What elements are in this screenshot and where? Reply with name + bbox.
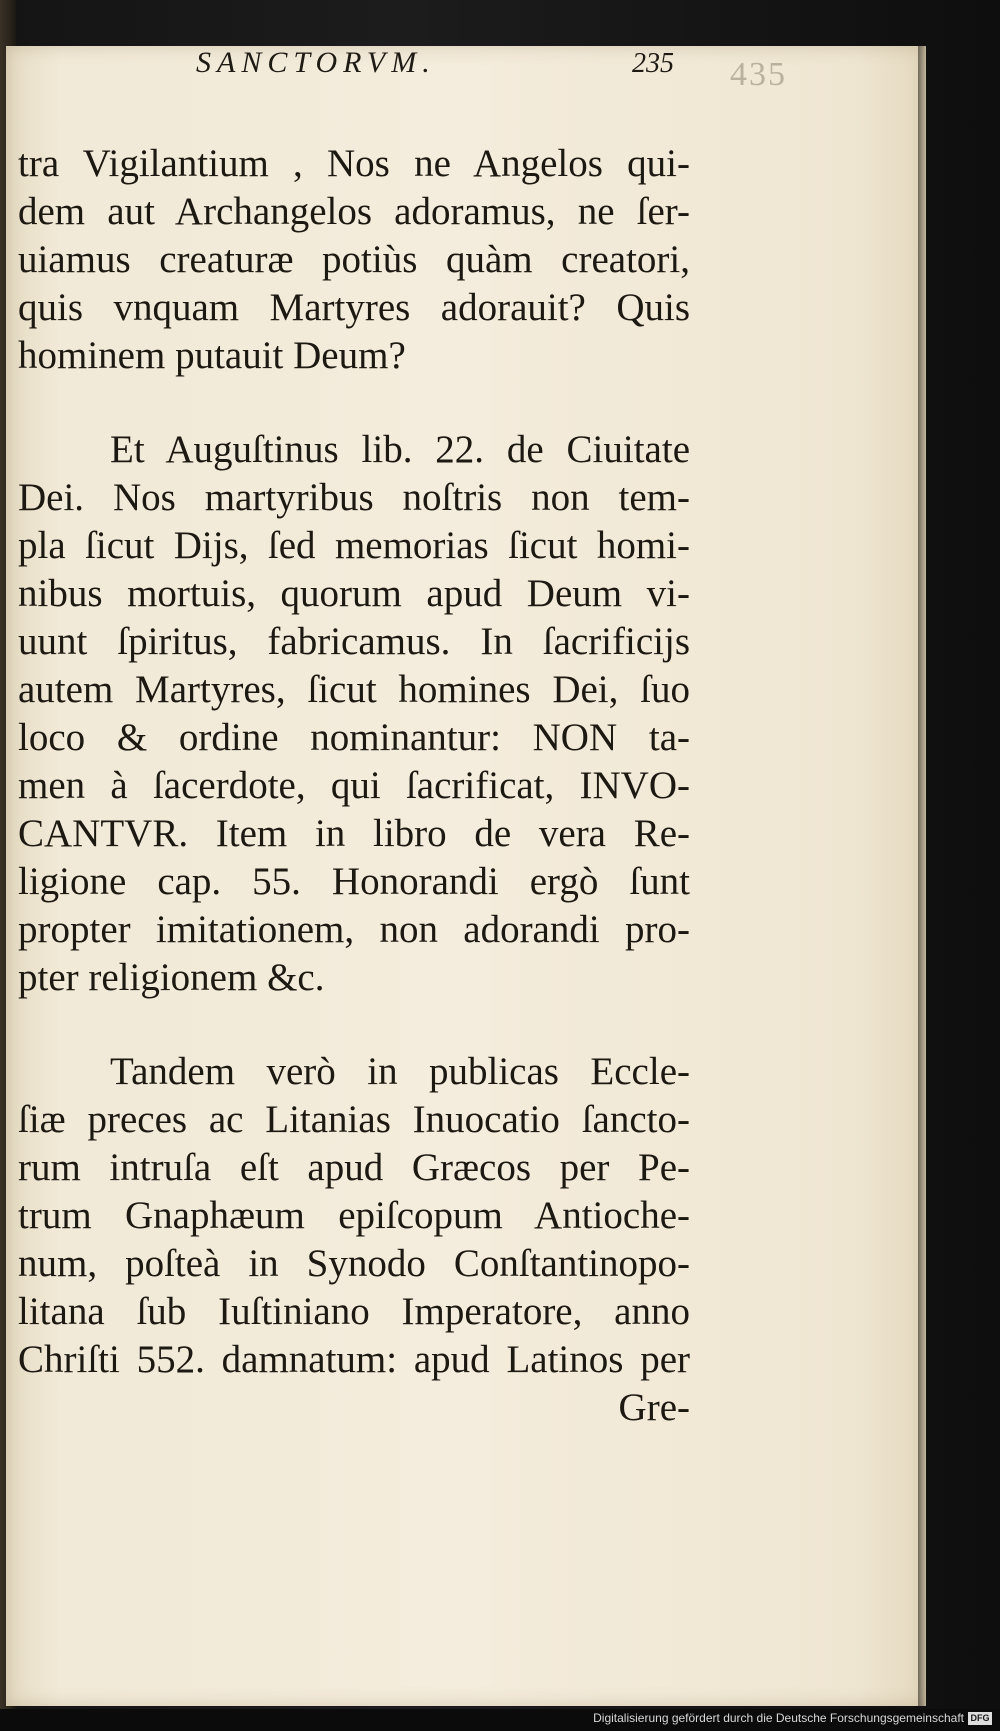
paragraph-3 — [18, 1048, 690, 1384]
text-line: uiamus creaturæ potiùs quàm creatori, — [18, 238, 690, 281]
pencil-annotation: 435 — [730, 56, 787, 93]
paragraph-gap — [18, 380, 690, 426]
text-line: Et Auguſtinus lib. 22. de Ciuitate — [110, 428, 690, 471]
text-line: pla ſicut Dijs, ſed memorias ſicut homi- — [18, 524, 690, 567]
text-line: ſiæ preces ac Litanias Inuocatio ſancto- — [18, 1098, 690, 1141]
page-number: 235 — [632, 48, 674, 79]
text-line: CANTVR. Item in libro de vera Re- — [18, 812, 690, 855]
text-line: hominem putauit Deum? — [18, 334, 406, 377]
text-line: tra Vigilantium , Nos ne Angelos qui- — [18, 142, 690, 185]
dfg-logo-icon: DFG — [968, 1712, 992, 1725]
text-line: quis vnquam Martyres adorauit? Quis — [18, 286, 690, 329]
text-line: rum intruſa eſt apud Græcos per Pe- — [18, 1146, 690, 1189]
page-edge-shadow — [918, 46, 928, 1706]
text-line: autem Martyres, ſicut homines Dei, ſuo — [18, 668, 690, 711]
catchword: Gre- — [618, 1386, 690, 1429]
funding-credit: Digitalisierung gefördert durch die Deutsche Forschungsgemeinschaft — [593, 1711, 964, 1725]
text-line: num, poſteà in Synodo Conſtantinopo- — [18, 1242, 690, 1285]
text-line: trum Gnaphæum epiſcopum Antioche- — [18, 1194, 690, 1237]
text-line: Chriſti 552. damnatum: apud Latinos per — [18, 1338, 690, 1381]
text-line: loco & ordine nominantur: NON ta- — [18, 716, 690, 759]
text-line: pter religionem &c. — [18, 956, 325, 999]
text-line: men à ſacerdote, qui ſacrificat, INVO- — [18, 764, 690, 807]
body-text — [18, 140, 690, 1432]
text-line: litana ſub Iuſtiniano Imperatore, anno — [18, 1290, 690, 1333]
paragraph-gap — [18, 1002, 690, 1048]
text-line: uunt ſpiritus, fabricamus. In ſacrificijs — [18, 620, 690, 663]
text-line: ligione cap. 55. Honorandi ergò ſunt — [18, 860, 690, 903]
text-line: Dei. Nos martyribus noſtris non tem- — [18, 476, 690, 519]
text-line: dem aut Archangelos adoramus, ne ſer- — [18, 190, 690, 233]
text-line: propter imitationem, non adorandi pro- — [18, 908, 690, 951]
running-title: SANCTORVM. — [196, 46, 436, 79]
page-header — [6, 48, 926, 112]
paragraph-1 — [18, 140, 690, 380]
text-line: nibus mortuis, quorum apud Deum vi- — [18, 572, 690, 615]
text-line: Tandem verò in publicas Eccle- — [110, 1050, 690, 1093]
paragraph-2 — [18, 426, 690, 1002]
